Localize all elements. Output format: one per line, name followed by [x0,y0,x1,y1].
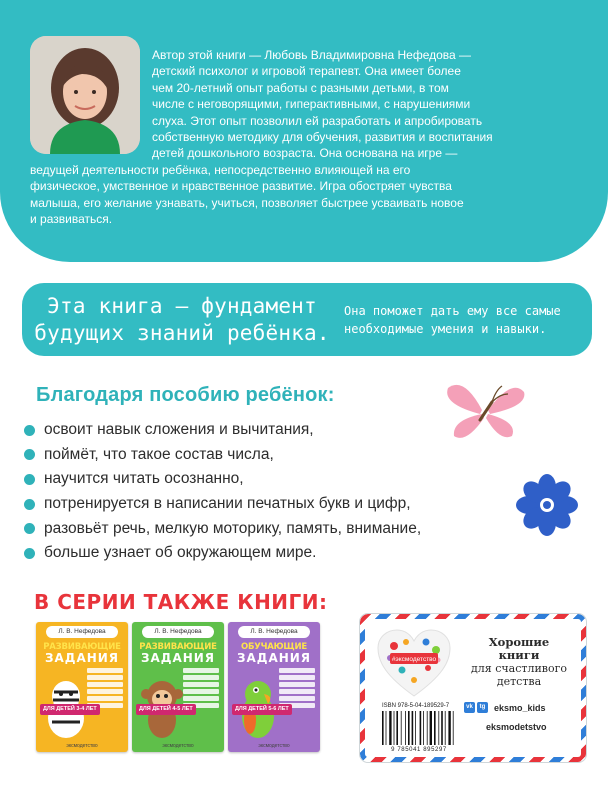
list-item [24,516,421,541]
book-age: ДЛЯ ДЕТЕЙ 5-6 ЛЕТ [232,704,292,715]
bio-line: малыша, его желание узнавать, учиться, позволяет быстрее усваивать новое [30,195,464,210]
slogan-line: книги [498,648,540,662]
book-age: ДЛЯ ДЕТЕЙ 3-4 ЛЕТ [40,704,100,715]
author-bio [30,47,582,227]
bio-line: Автор этой книги — Любовь Владимировна Нефедова — [152,48,472,62]
bullet-icon [24,548,35,559]
flower-icon [516,474,578,536]
bio-line: ведущей деятельности ребёнка, непосредственно влияющей на его [30,162,411,177]
bio-line: слуха. Этот опыт позволил ей разработать и апробировать [152,113,483,128]
bio-line: физическое, умственное и нравственное развитие. Игра обостряет чувства [30,179,452,194]
benefits-list [24,418,421,566]
author-photo [30,36,140,154]
list-item [24,418,421,443]
book-title: ЗАДАНИЯ [140,651,216,665]
heart-icon [376,628,452,698]
bullet-icon [24,449,35,460]
book-publisher: эксмодетство [66,743,98,749]
isbn-label: ISBN 978-5-04-189529-7 [382,703,450,709]
bio-line: и развиваться. [30,212,113,227]
barcode-digits: 9 785041 895297 [391,747,447,753]
bullet-icon [24,499,35,510]
list-item [24,541,421,566]
list-item-text: потренируется в написании печатных букв и цифр, [44,495,411,513]
bio-line: чем 20-летний опыт работы с разными детьми, в том [152,80,449,95]
book-title: РАЗВИВАЮЩИЕ [139,642,217,652]
butterfly-icon [442,372,528,444]
benefits-title: Благодаря пособию ребёнок: [36,384,335,406]
social-links[interactable] [464,702,546,713]
author-section [0,0,608,262]
book-publisher: эксмодетство [258,743,290,749]
book-title: ОБУЧАЮЩИЕ [240,642,308,652]
book-cover[interactable] [132,622,224,752]
banner-main-slogan [22,283,342,356]
list-item-text: больше узнает об окружающем мире. [44,544,317,562]
list-item-text: поймёт, что такое состав числа, [44,445,274,463]
hashtag-text: #эксмодетство [391,656,437,663]
bio-line: детей дошкольного возраста. Она основана на игре — [152,146,458,161]
list-item-text: научится читать осознанно, [44,470,244,488]
banner-line: Она поможет дать ему все самые [344,303,561,318]
social-handle[interactable]: eksmo_kids [494,702,546,713]
list-item [24,443,421,468]
site-link[interactable]: eksmodetstvo [486,722,547,732]
book-title: ЗАДАНИЯ [236,651,312,665]
banner-line: Эта книга — фундамент [47,293,317,318]
bio-line: детский психолог и игровой терапевт. Она имеет более [152,64,461,79]
bullet-icon [24,474,35,485]
publisher-card [360,614,586,762]
book-title: ЗАДАНИЯ [44,651,120,665]
list-item-text: разовьёт речь, мелкую моторику, память, внимание, [44,519,422,537]
book-cover[interactable] [228,622,320,752]
tg-icon[interactable]: tg [477,702,488,713]
banner-line: необходимые умения и навыки. [344,321,547,336]
list-item [24,467,421,492]
slogan-line: для счастливого [471,662,567,675]
vk-icon[interactable]: vk [464,702,475,713]
banner-line: будущих знаний ребёнка. [34,320,330,345]
bio-line: собственную методику для обучения, развития и воспитания [152,130,493,145]
slogan-banner [22,283,592,356]
book-publisher: эксмодетство [162,743,194,749]
list-item [24,492,421,517]
book-age: ДЛЯ ДЕТЕЙ 4-5 ЛЕТ [136,704,196,715]
bio-line: числе с неговорящими, гиперактивными, с нарушениями [152,97,471,112]
bullet-icon [24,523,35,534]
book-author: Л. В. Нефедова [238,626,310,638]
slogan-line: детства [496,675,542,688]
barcode-icon [380,710,458,746]
bullet-icon [24,425,35,436]
book-author: Л. В. Нефедова [46,626,118,638]
book-title: РАЗВИВАЮЩИЕ [43,642,121,652]
card-slogan [460,636,578,688]
book-cover[interactable] [36,622,128,752]
list-item-text: освоит навык сложения и вычитания, [44,421,314,439]
slogan-line: Хорошие [488,635,550,649]
series-title: В СЕРИИ ТАКЖЕ КНИГИ: [34,590,328,614]
book-author: Л. В. Нефедова [142,626,214,638]
banner-sub-slogan [344,283,588,356]
